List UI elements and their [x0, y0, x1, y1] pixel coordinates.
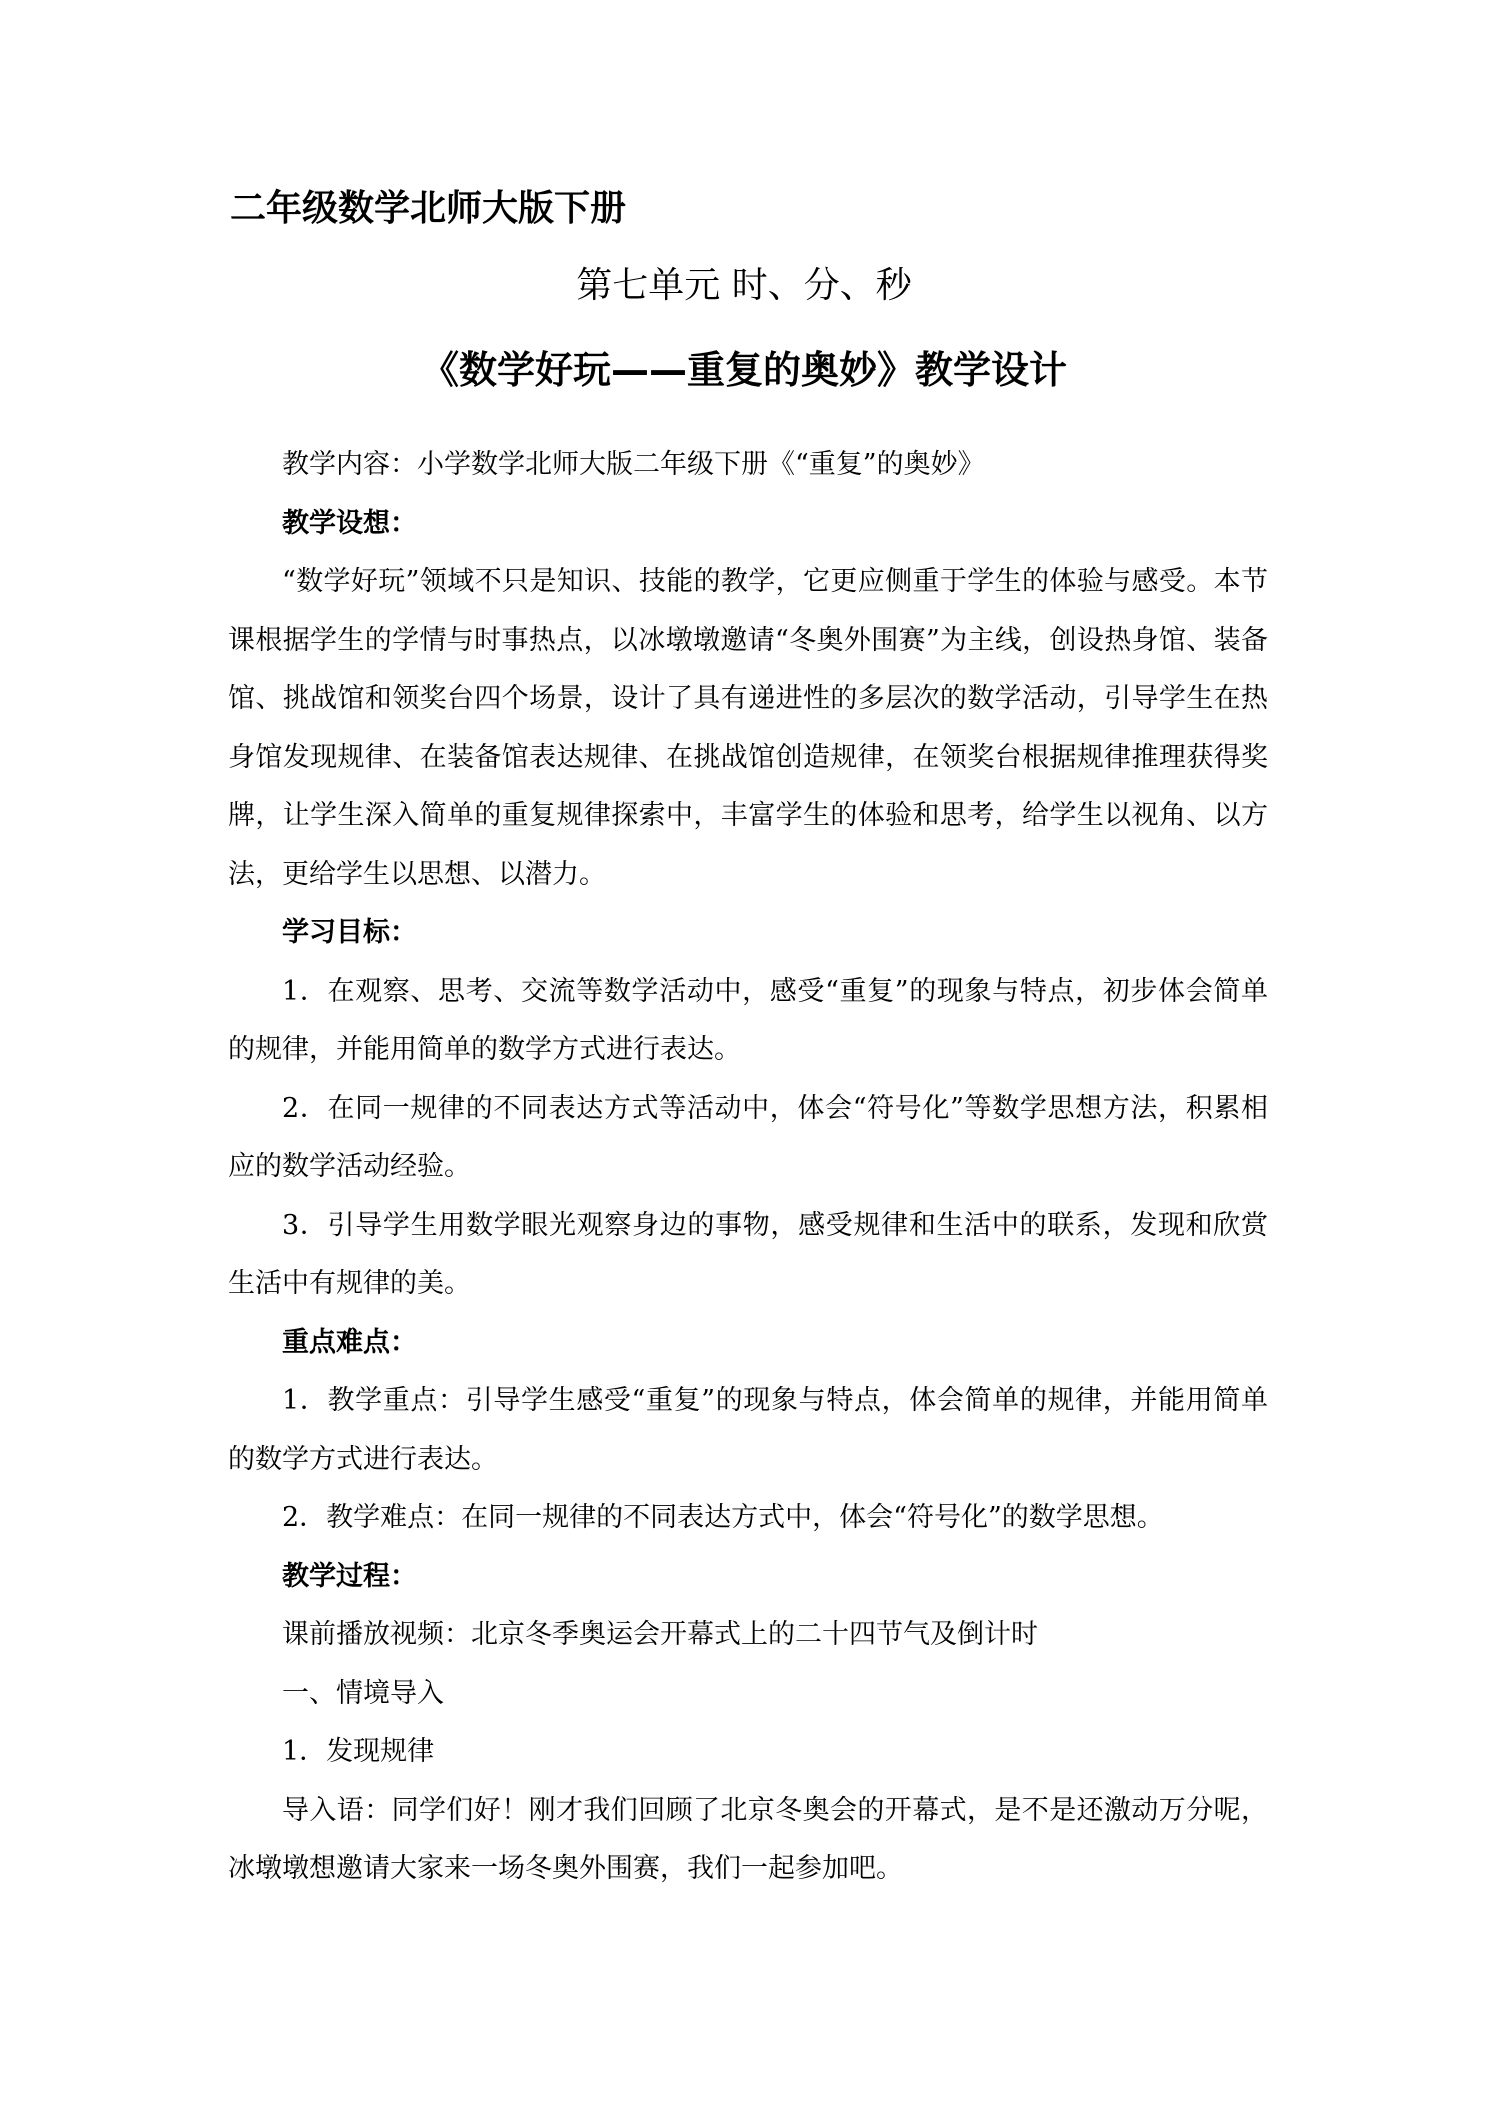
- key-point-item: 2．教学难点：在同一规律的不同表达方式中，体会“符号化”的数学思想。: [282, 1502, 1164, 1533]
- key-point-item: 1．教学重点：引导学生感受“重复”的现象与特点，体会简单的规律，并能用简单的数学方式进行表达。: [228, 1385, 1268, 1475]
- idea-paragraph: “数学好玩”领域不只是知识、技能的教学，它更应侧重于学生的体验与感受。本节课根据学生的学情与时事热点，以冰墩墩邀请“冬奥外围赛”为主线，创设热身馆、装备馆、挑战馆和领奖台四个场景，设计了具有递进性的多层次的数学活动，引导学生在热身馆发现规律、在装备馆表达规律、在挑战馆创造规律，在领奖台根据规律推理获得奖牌，让学生深入简单的重复规律探索中，丰富学生的体验和思考，给学生以视角、以方法，更给学生以思想、以潜力。: [228, 566, 1268, 890]
- teaching-content: 教学内容：小学数学北师大版二年级下册《“重复”的奥妙》: [282, 449, 985, 480]
- goal-item: 2．在同一规律的不同表达方式等活动中，体会“符号化”等数学思想方法，积累相应的数学活动经验。: [228, 1092, 1268, 1182]
- document-body: [228, 436, 1268, 1899]
- goals-heading: 学习目标：: [282, 917, 417, 948]
- idea-heading: 教学设想：: [282, 507, 417, 539]
- grade-header: 二年级数学北师大版下册: [230, 188, 627, 229]
- lesson-title: 《数学好玩——重复的奥妙》教学设计: [420, 348, 1067, 392]
- pre-class-note: 课前播放视频：北京冬季奥运会开幕式上的二十四节气及倒计时: [282, 1619, 1038, 1650]
- goal-item: 1．在观察、思考、交流等数学活动中，感受“重复”的现象与特点，初步体会简单的规律，并能用简单的数学方式进行表达。: [228, 975, 1268, 1065]
- unit-title: 第七单元 时、分、秒: [576, 265, 912, 306]
- key-points-heading: 重点难点：: [282, 1326, 417, 1358]
- goal-item: 3．引导学生用数学眼光观察身边的事物，感受规律和生活中的联系，发现和欣赏生活中有规律的美。: [228, 1209, 1268, 1299]
- step-heading: 1．发现规律: [282, 1736, 435, 1767]
- section-heading: 一、情境导入: [282, 1677, 444, 1709]
- process-heading: 教学过程：: [282, 1560, 417, 1592]
- intro-speech: 导入语：同学们好！刚才我们回顾了北京冬奥会的开幕式，是不是还激动万分呢，冰墩墩想邀请大家来一场冬奥外围赛，我们一起参加吧。: [228, 1794, 1268, 1884]
